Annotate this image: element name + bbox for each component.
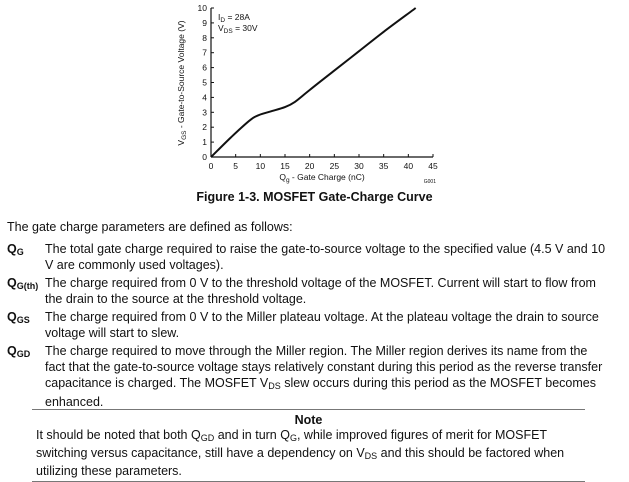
note-title: Note (294, 413, 323, 427)
y-tick-label: 6 (202, 62, 207, 73)
x-tick-label: 10 (255, 161, 266, 171)
definition-qgs (7, 309, 607, 341)
definition-qg (7, 241, 607, 273)
x-tick-label: 30 (354, 161, 364, 171)
x-axis-label: $Q_g$ - Gate Charge (nC) (279, 172, 365, 184)
definition-qgth (7, 275, 607, 307)
x-tick-label: 15 (280, 161, 290, 171)
term-qgd: $Q_{GD}$ (7, 344, 31, 359)
x-tick-label: 5 (233, 161, 239, 171)
note-box (32, 409, 585, 482)
desc-qgd: The charge required to move through the Miller region. The Miller region derives its name from the fact that the gate-to-source voltage stays relatively constant during this period as the reverse transfer capacitance is charged. The MOSFET $V_{DS}$ slew occurs during this period as the MOSFET becomes enhanced. (45, 344, 603, 409)
desc-qg: The total gate charge required to raise the gate-to-source voltage to the specified value (4.5 V and 10 V are commonly used voltages). (45, 242, 606, 272)
note-text: It should be noted that both $Q_{GD}$ and in turn $Q_G$, while improved figures of merit for MOSFET switching versus capacitance, still have a dependency on $V_{DS}$ and this should be factored when utilizing these parameters. (36, 428, 565, 478)
x-tick-label: 40 (403, 161, 414, 171)
x-tick-label: 35 (378, 161, 389, 171)
figure-caption: Figure 1-3. MOSFET Gate-Charge Curve (196, 190, 433, 204)
y-tick-label: 8 (202, 32, 207, 43)
x-tick-label: 45 (428, 161, 438, 171)
y-tick-label: 0 (202, 152, 207, 162)
annotation-id: $I_D = 28A$ (218, 12, 250, 24)
x-tick-label: 25 (329, 161, 340, 171)
definition-qgd (7, 343, 607, 410)
y-tick-label: 5 (202, 77, 207, 88)
term-qg: $Q_G$ (7, 242, 24, 257)
y-axis-label: $V_{GS}$ - Gate-to-Source Voltage (V) (176, 20, 188, 146)
term-qgth: $Q_{G(th)}$ (7, 276, 39, 291)
desc-qgth: The charge required from 0 V to the threshold voltage of the MOSFET. Current will start to flow from the drain to the source at the threshold voltage. (45, 276, 596, 306)
x-tick-label: 0 (208, 161, 214, 171)
annotation-vds: $V_{DS} = 30V$ (218, 23, 258, 35)
x-tick-label: 20 (304, 161, 315, 171)
term-qgs: $Q_{GS}$ (7, 310, 30, 325)
gate-charge-chart (0, 0, 629, 190)
y-tick-label: 10 (197, 3, 207, 13)
y-tick-label: 9 (202, 17, 207, 28)
desc-qgs: The charge required from 0 V to the Miller plateau voltage. At the plateau voltage the drain to source voltage will start to slew. (45, 310, 599, 340)
y-tick-label: 2 (202, 122, 207, 133)
definitions-list (7, 241, 607, 412)
intro-text: The gate charge parameters are defined as follows: (7, 220, 293, 234)
y-tick-label: 4 (202, 92, 207, 103)
y-tick-label: 3 (202, 107, 207, 118)
y-tick-label: 1 (202, 137, 207, 148)
y-tick-label: 7 (202, 47, 207, 58)
figure-code: G001 (423, 179, 436, 185)
